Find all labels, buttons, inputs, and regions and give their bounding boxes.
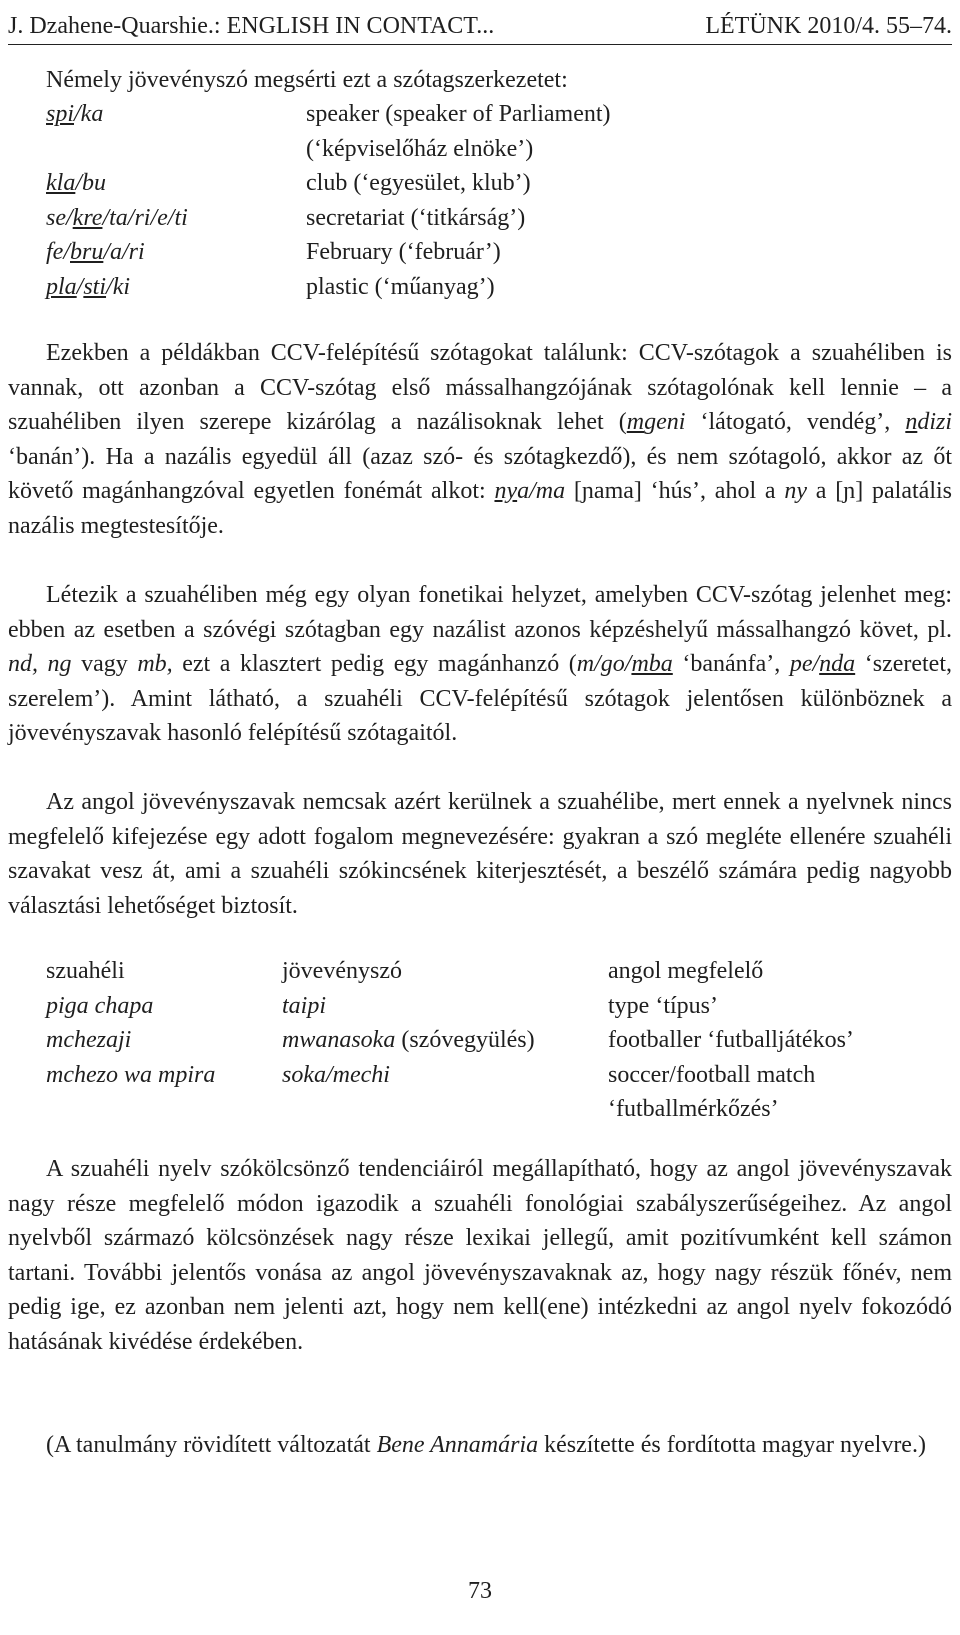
column-header-loanword: jövevényszó (282, 958, 402, 984)
english-source: secretariat (‘titkárság’) (306, 204, 526, 231)
english-cell: type ‘típus’ (608, 992, 718, 1019)
table-row (46, 989, 952, 1024)
swahili-syllabified: pla/sti/ki (46, 273, 131, 300)
english-cell: footballer ‘futballjátékos’ (608, 1027, 854, 1053)
english-cell: soccer/football match (608, 1061, 816, 1088)
column-header-swahili: szuahéli (46, 958, 125, 984)
swahili-cell: mchezo wa mpira (46, 1061, 216, 1088)
loanword-cell: taipi (282, 992, 327, 1019)
loanword-example-list (46, 97, 926, 304)
english-gloss: (‘képviselőház elnöke’) (306, 135, 534, 162)
swahili-syllabified: fe/bru/a/ri (46, 239, 145, 265)
example-row (46, 235, 926, 270)
example-row (46, 132, 926, 167)
header-journal-issue: LÉTÜNK 2010/4. 55–74. (705, 13, 952, 39)
paragraph-phonetic-situation: Létezik a szuahéliben még egy olyan fonetikai helyzet, amelyben CCV-szótag jelenhet meg: ebben az esetben a szóvégi szótagban egy nazálist azonos képzéshelyű mássalhangzó követ, pl. nd, ng vagy mb, ezt a klasztert pedig egy magánhanzó (m/go/mba ‘banánfa’, pe/nda ‘szeretet, szerelem’). Amint látható, a szuahéli CCV-felépítésű szótagok jelentősen különböznek a jövevényszavak hasonló felépítésű szótagaitól. (8, 582, 953, 746)
document-page (8, 0, 952, 1635)
example-row (46, 166, 926, 201)
example-row (46, 97, 926, 132)
table-row-continuation (46, 1092, 952, 1127)
loanword-cell: mwanasoka (szóvegyülés) (282, 1027, 535, 1053)
page-number: 73 (468, 1578, 492, 1604)
paragraph-conclusion: A szuahéli nyelv szókölcsönző tendenciáiról megállapítható, hogy az angol jövevényszavak nagy része megfelelő módon igazodik a szuahéli fonológiai szabályszerűségeihez. Az angol nyelvből származó kölcsönzések nagy része lexikai jellegű, amit pozitívumként kell számon tartani. További jelentős vonása az angol jövevényszavaknak az, hogy nagy részük főnév, nem pedig ige, ez azonban nem jelenti azt, hogy nem kell(ene) intézkedni az angol nyelv fokozódó hatásának kivédése érdekében. (8, 1156, 952, 1355)
header-author-title: J. Dzahene-Quarshie.: ENGLISH IN CONTACT... (8, 13, 495, 39)
table-row (46, 1023, 952, 1058)
english-source: club (‘egyesület, klub’) (306, 170, 531, 196)
column-header-english: angol megfelelő (608, 958, 764, 984)
swahili-syllabified: se/kre/ta/ri/e/ti (46, 204, 188, 231)
swahili-syllabified: spi/ka (46, 101, 104, 127)
loanword-cell: soka/mechi (282, 1061, 390, 1088)
english-source: speaker (speaker of Parliament) (306, 101, 611, 127)
loanword-table (46, 954, 952, 1127)
translator-note: (A tanulmány rövidített változatát Bene Annamária készítette és fordította magyar nyelvre.) (46, 1432, 926, 1458)
swahili-cell: mchezaji (46, 1027, 132, 1053)
table-row (46, 1058, 952, 1093)
swahili-cell: piga chapa (46, 992, 154, 1019)
table-header-row (46, 954, 952, 989)
english-source: February (‘február’) (306, 239, 501, 265)
intro-line: Némely jövevényszó megsérti ezt a szótagszerkezetet: (46, 67, 568, 93)
example-row (46, 270, 926, 305)
paragraph-vocabulary-extension: Az angol jövevényszavak nemcsak azért kerülnek a szuahélibe, mert ennek a nyelvnek nincs megfelelő kifejezése egy adott fogalom megnevezésére: gyakran a szó megléte ellenére szuahéli szavakat vesz át, ami a szuahéli szókincsének kiterjesztését, a beszélő számára pedig nagyobb választási lehetőséget biztosít. (8, 789, 952, 919)
paragraph-ccv-syllables: Ezekben a példákban CCV-felépítésű szótagokat találunk: CCV-szótagok a szuahéliben is vannak, ott azonban a CCV-szótag első mássalhangzójának szótagolónak kell lennie – a szuahéliben ilyen szerepe kizárólag a nazálisoknak lehet (mgeni ‘látogató, vendég’, ndizi ‘banán’). Ha a nazális egyedül áll (azaz szó- és szótagkezdő), és nem szótagoló, akkor az őt követő magánhangzóval egyetlen fonémát alkot: nya/ma [ɲama] ‘hús’, ahol a ny a [ɲ] palatális nazális megtestesítője. (8, 340, 953, 539)
english-cell-continuation: ‘futballmérkőzés’ (608, 1096, 779, 1122)
english-source: plastic (‘műanyag’) (306, 273, 495, 300)
running-header (8, 10, 952, 45)
swahili-syllabified: kla/bu (46, 170, 106, 196)
example-row (46, 201, 926, 236)
